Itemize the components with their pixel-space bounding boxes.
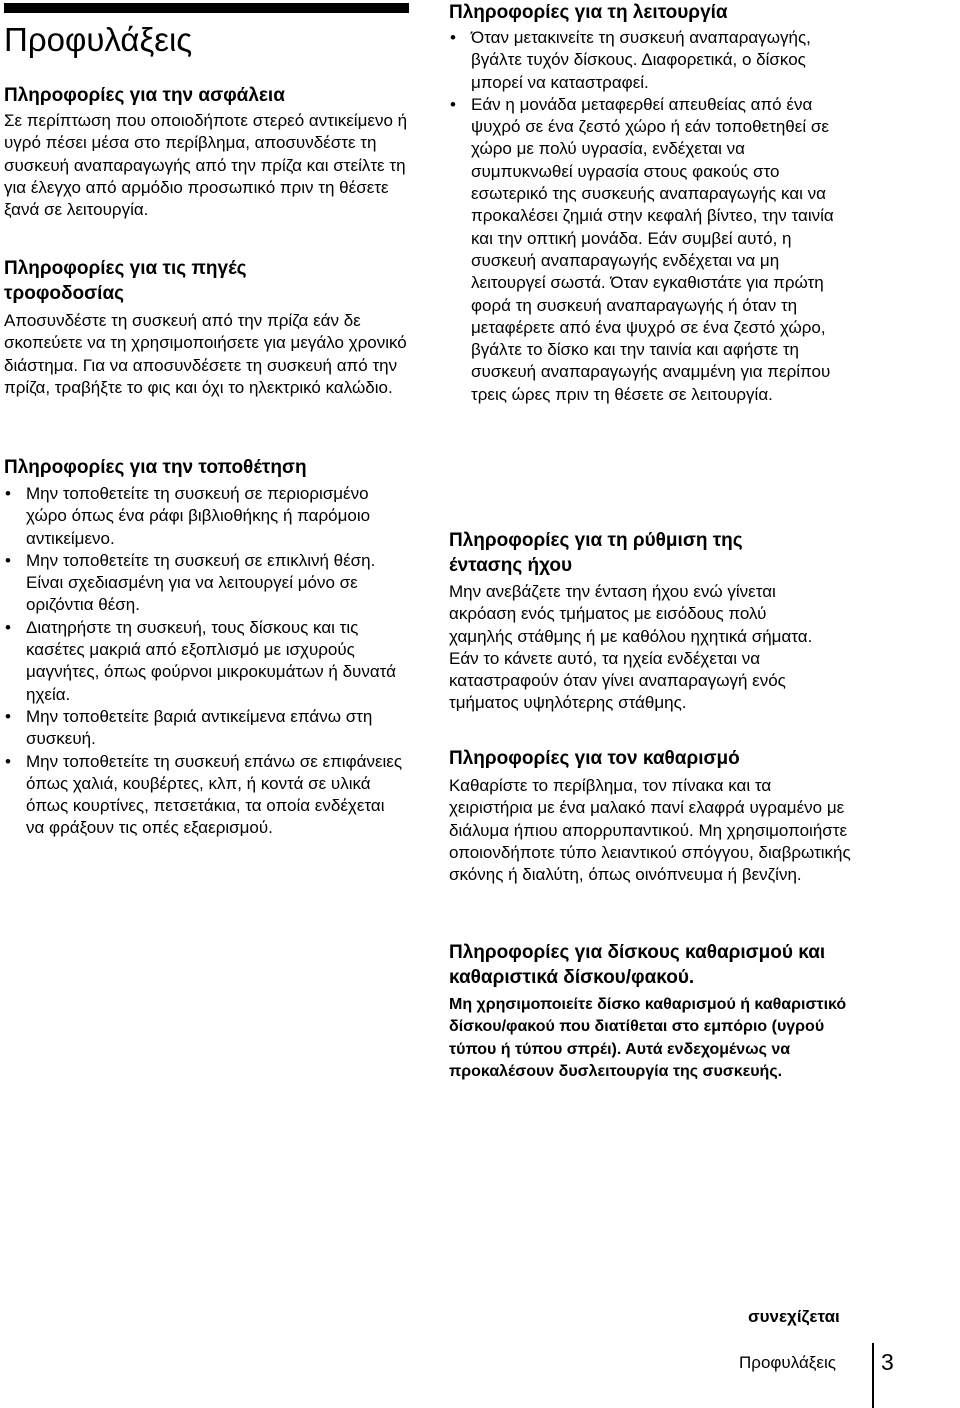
volume-body: Μην ανεβάζετε την ένταση ήχου ενώ γίνεται ακρόαση ενός τμήματος με εισόδους πολύ χαμηλής στάθμης ή με καθόλου ηχητικά σήματα. Εάν το κάνετε αυτό, τα ηχεία ενδέχεται να καταστραφούν όταν γίνει αναπαραγωγή ενός τμήματος υψηλότερης στάθμης. <box>449 582 813 713</box>
list-item: • Διατηρήστε τη συσκευή, τους δίσκους και τις κασέτες μακριά από εξοπλισμό με ισχυρούς μαγνήτες, όπως φούρνοι μικροκυμάτων ή δυνατά ηχεία. <box>4 617 406 706</box>
placement-section <box>4 455 424 840</box>
safety-section <box>4 83 424 221</box>
placement-heading: Πληροφορίες για την τοποθέτηση <box>4 457 307 478</box>
footer-section-label: Προφυλάξεις <box>739 1353 836 1372</box>
safety-heading: Πληροφορίες για την ασφάλεια <box>4 85 285 106</box>
page-number: 3 <box>881 1349 894 1375</box>
operation-heading: Πληροφορίες για τη λειτουργία <box>449 2 728 23</box>
list-item: • Όταν μετακινείτε τη συσκευή αναπαραγωγής, βγάλτε τυχόν δίσκους. Διαφορετικά, ο δίσκος μπορεί να καταστραφεί. <box>449 27 841 94</box>
operation-section <box>449 0 869 406</box>
power-section <box>4 256 424 399</box>
power-body: Αποσυνδέστε τη συσκευή από την πρίζα εάν δε σκοπεύετε να τη χρησιμοποιήσετε για μεγάλο χρονικό διάστημα. Για να αποσυνδέσετε τη συσκευή από την πρίζα, τραβήξτε το φις και όχι το ηλεκτρικό καλώδιο. <box>4 311 407 397</box>
top-rule <box>4 3 409 13</box>
cleaning-discs-section <box>449 940 869 1083</box>
placement-list <box>4 483 406 840</box>
list-item: • Μην τοποθετείτε τη συσκευή σε περιορισμένο χώρο όπως ένα ράφι βιβλιοθήκης ή παρόμοιο αντικείμενο. <box>4 483 406 550</box>
volume-heading: Πληροφορίες για τη ρύθμιση της έντασης ήχου <box>449 530 743 576</box>
cleaning-discs-body: Μη χρησιμοποιείτε δίσκο καθαρισμού ή καθαριστικό δίσκου/φακού που διατίθεται στο εμπόριο (υγρού τύπου ή τύπου σπρέι). Αυτά ενδεχομένως να προκαλέσουν δυσλειτουργία της συσκευής. <box>449 996 847 1080</box>
cleaning-body: Καθαρίστε το περίβλημα, τον πίνακα και τα χειριστήρια με ένα μαλακό πανί ελαφρά υγραμένο με διάλυμα ήπιου απορρυπαντικού. Μη χρησιμοποιήστε οποιονδήποτε τύπο λειαντικού σπόγγου, διαβρωτικής σκόνης ή διαλύτη, όπως οινόπνευμα ή βενζίνη. <box>449 776 851 885</box>
list-item: • Μην τοποθετείτε βαριά αντικείμενα επάνω στη συσκευή. <box>4 706 406 751</box>
cleaning-discs-heading: Πληροφορίες για δίσκους καθαρισμού και καθαριστικά δίσκου/φακού. <box>449 942 826 988</box>
safety-body: Σε περίπτωση που οποιοδήποτε στερεό αντικείμενο ή υγρό πέσει μέσα στο περίβλημα, αποσυνδέστε τη συσκευή αναπαραγωγής από την πρίζα και στείλτε τη για έλεγχο από αρμόδιο προσωπικό πριν τη θέσετε ξανά σε λειτουργία. <box>4 111 408 220</box>
volume-section <box>449 528 869 715</box>
footer-divider <box>872 1343 874 1408</box>
continue-label: συνεχίζεται <box>748 1307 840 1326</box>
cleaning-section <box>449 746 869 886</box>
cleaning-heading: Πληροφορίες για τον καθαρισμό <box>449 748 740 769</box>
page-title: Προφυλάξεις <box>4 21 193 58</box>
power-heading: Πληροφορίες για τις πηγές τροφοδοσίας <box>4 258 247 304</box>
list-item: • Εάν η μονάδα μεταφερθεί απευθείας από ένα ψυχρό σε ένα ζεστό χώρο ή εάν τοποθετηθεί σε χώρο με πολύ υγρασία, ενδέχεται να συμπυκνωθεί υγρασία στους φακούς στο εσωτερικό της συσκευής αναπαραγωγής και να προκαλέσει ζημιά στην κεφαλή βίντεο, την ταινία και την οπτική μονάδα. Εάν συμβεί αυτό, η συσκευή αναπαραγωγής ενδέχεται να μη λειτουργεί σωστά. Όταν εγκαθιστάτε για πρώτη φορά τη συσκευή αναπαραγωγής ή όταν τη μεταφέρετε από ένα ψυχρό σε ένα ζεστό χώρο, βγάλτε το δίσκο και την ταινία και αφήστε τη συσκευή αναπαραγωγής αναμμένη για περίπου τρεις ώρες πριν τη θέσετε σε λειτουργία. <box>449 94 841 406</box>
list-item: • Μην τοποθετείτε τη συσκευή σε επικλινή θέση. Είναι σχεδιασμένη για να λειτουργεί μόνο σε οριζόντια θέση. <box>4 550 406 617</box>
operation-list <box>449 27 841 406</box>
list-item: • Μην τοποθετείτε τη συσκευή επάνω σε επιφάνειες όπως χαλιά, κουβέρτες, κλπ, ή κοντά σε υλικά όπως κουρτίνες, πετσετάκια, τα οποία ενδέχεται να φράξουν τις οπές εξαερισμού. <box>4 751 406 840</box>
